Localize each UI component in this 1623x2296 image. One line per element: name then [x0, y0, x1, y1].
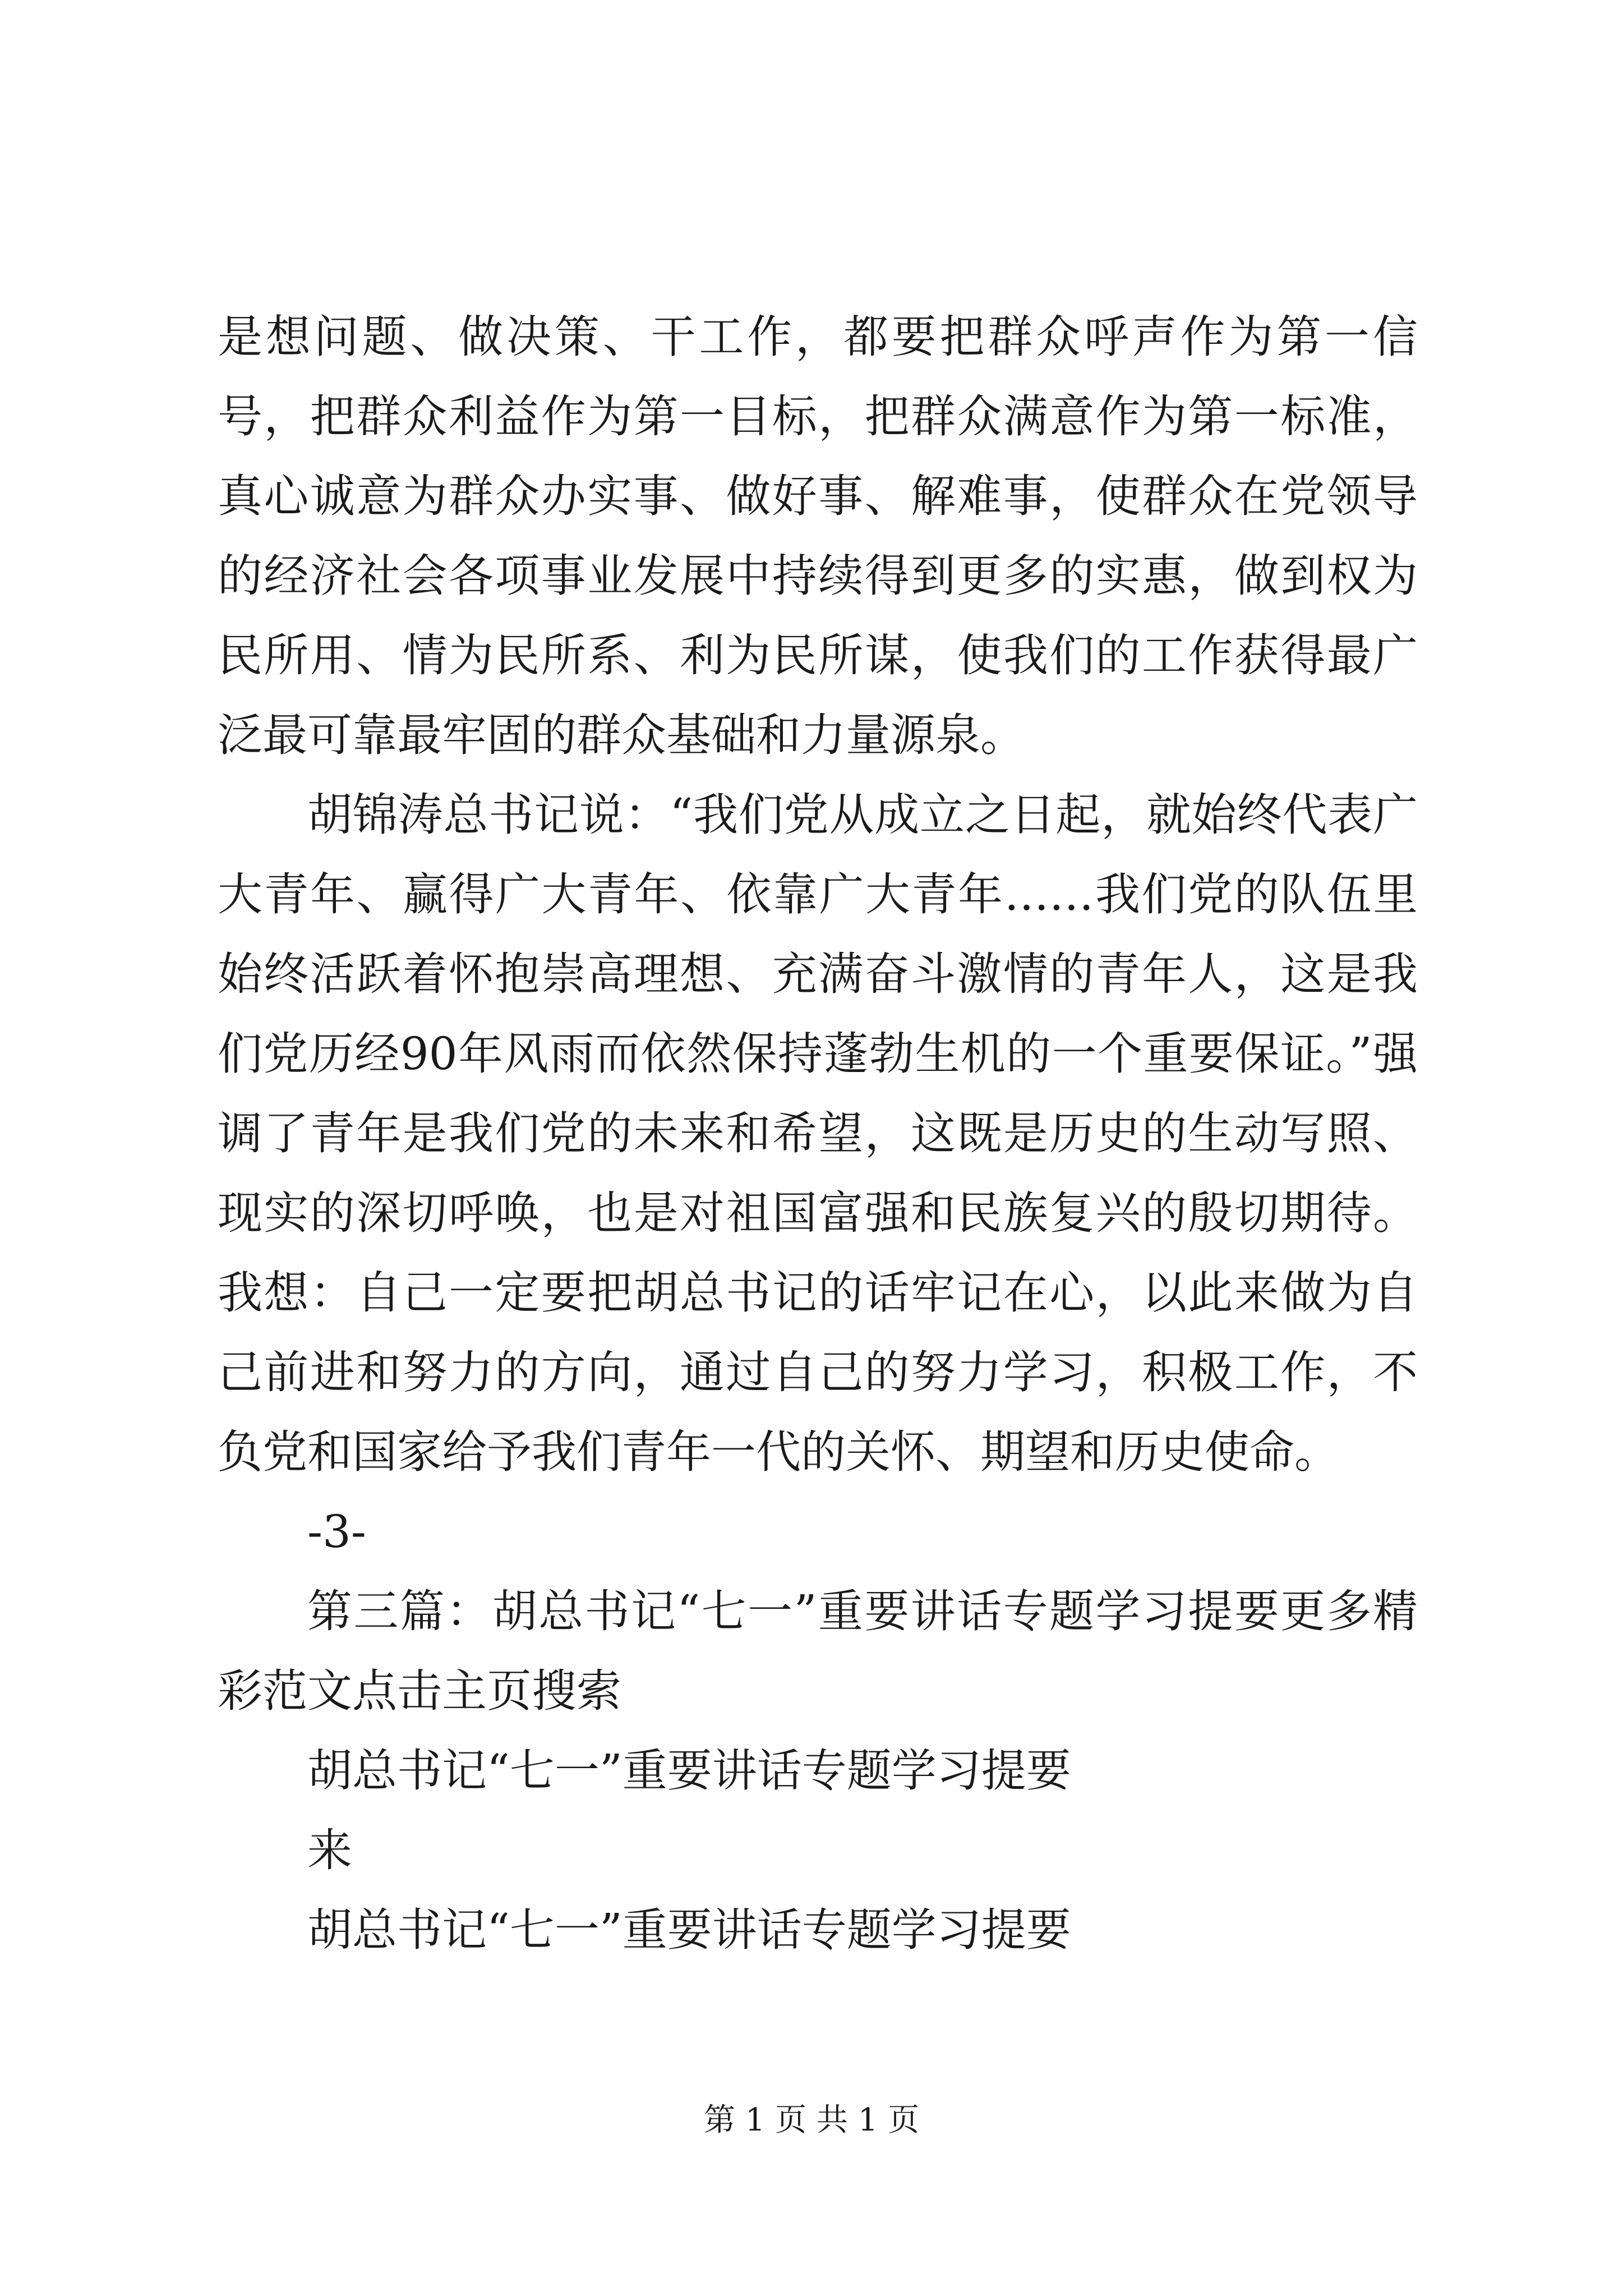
- paragraph-hu-quote: 胡锦涛总书记说：“我们党从成立之日起，就始终代表广大青年、赢得广大青年、依靠广大青年……我们党的队伍里始终活跃着怀抱崇高理想、充满奋斗激情的青年人，这是我们党历经90年风雨而依然保持蓬勃生机的一个重要保证。”强调了青年是我们党的未来和希望，这既是历史的生动写照、现实的深切呼唤，也是对祖国富强和民族复兴的殷切期待。我想：自己一定要把胡总书记的话牢记在心，以此来做为自己前进和努力的方向，通过自己的努力学习，积极工作，不负党和国家给予我们青年一代的关怀、期望和历史使命。: [218, 789, 1418, 1478]
- paragraph-continuation: 是想问题、做决策、干工作，都要把群众呼声作为第一信号，把群众利益作为第一目标，把群众满意作为第一标准，真心诚意为群众办实事、做好事、解难事，使群众在党领导的经济社会各项事业发展中持续得到更多的实惠，做到权为民所用、情为民所系、利为民所谋，使我们的工作获得最广泛最可靠最牢固的群众基础和力量源泉。: [218, 311, 1418, 761]
- subheading-study-outline-repeat: 胡总书记“七一”重要讲话专题学习提要: [307, 1904, 1071, 1956]
- subheading-study-outline: 胡总书记“七一”重要讲话专题学习提要: [307, 1745, 1071, 1797]
- document-body: [218, 297, 1418, 1970]
- source-label: 来: [307, 1824, 352, 1876]
- page-number-marker: -3-: [307, 1506, 366, 1558]
- page-footer: 第 1 页 共 1 页: [703, 2102, 920, 2138]
- section-heading-third: 第三篇：胡总书记“七一”重要讲话专题学习提要更多精彩范文点击主页搜索: [218, 1585, 1418, 1717]
